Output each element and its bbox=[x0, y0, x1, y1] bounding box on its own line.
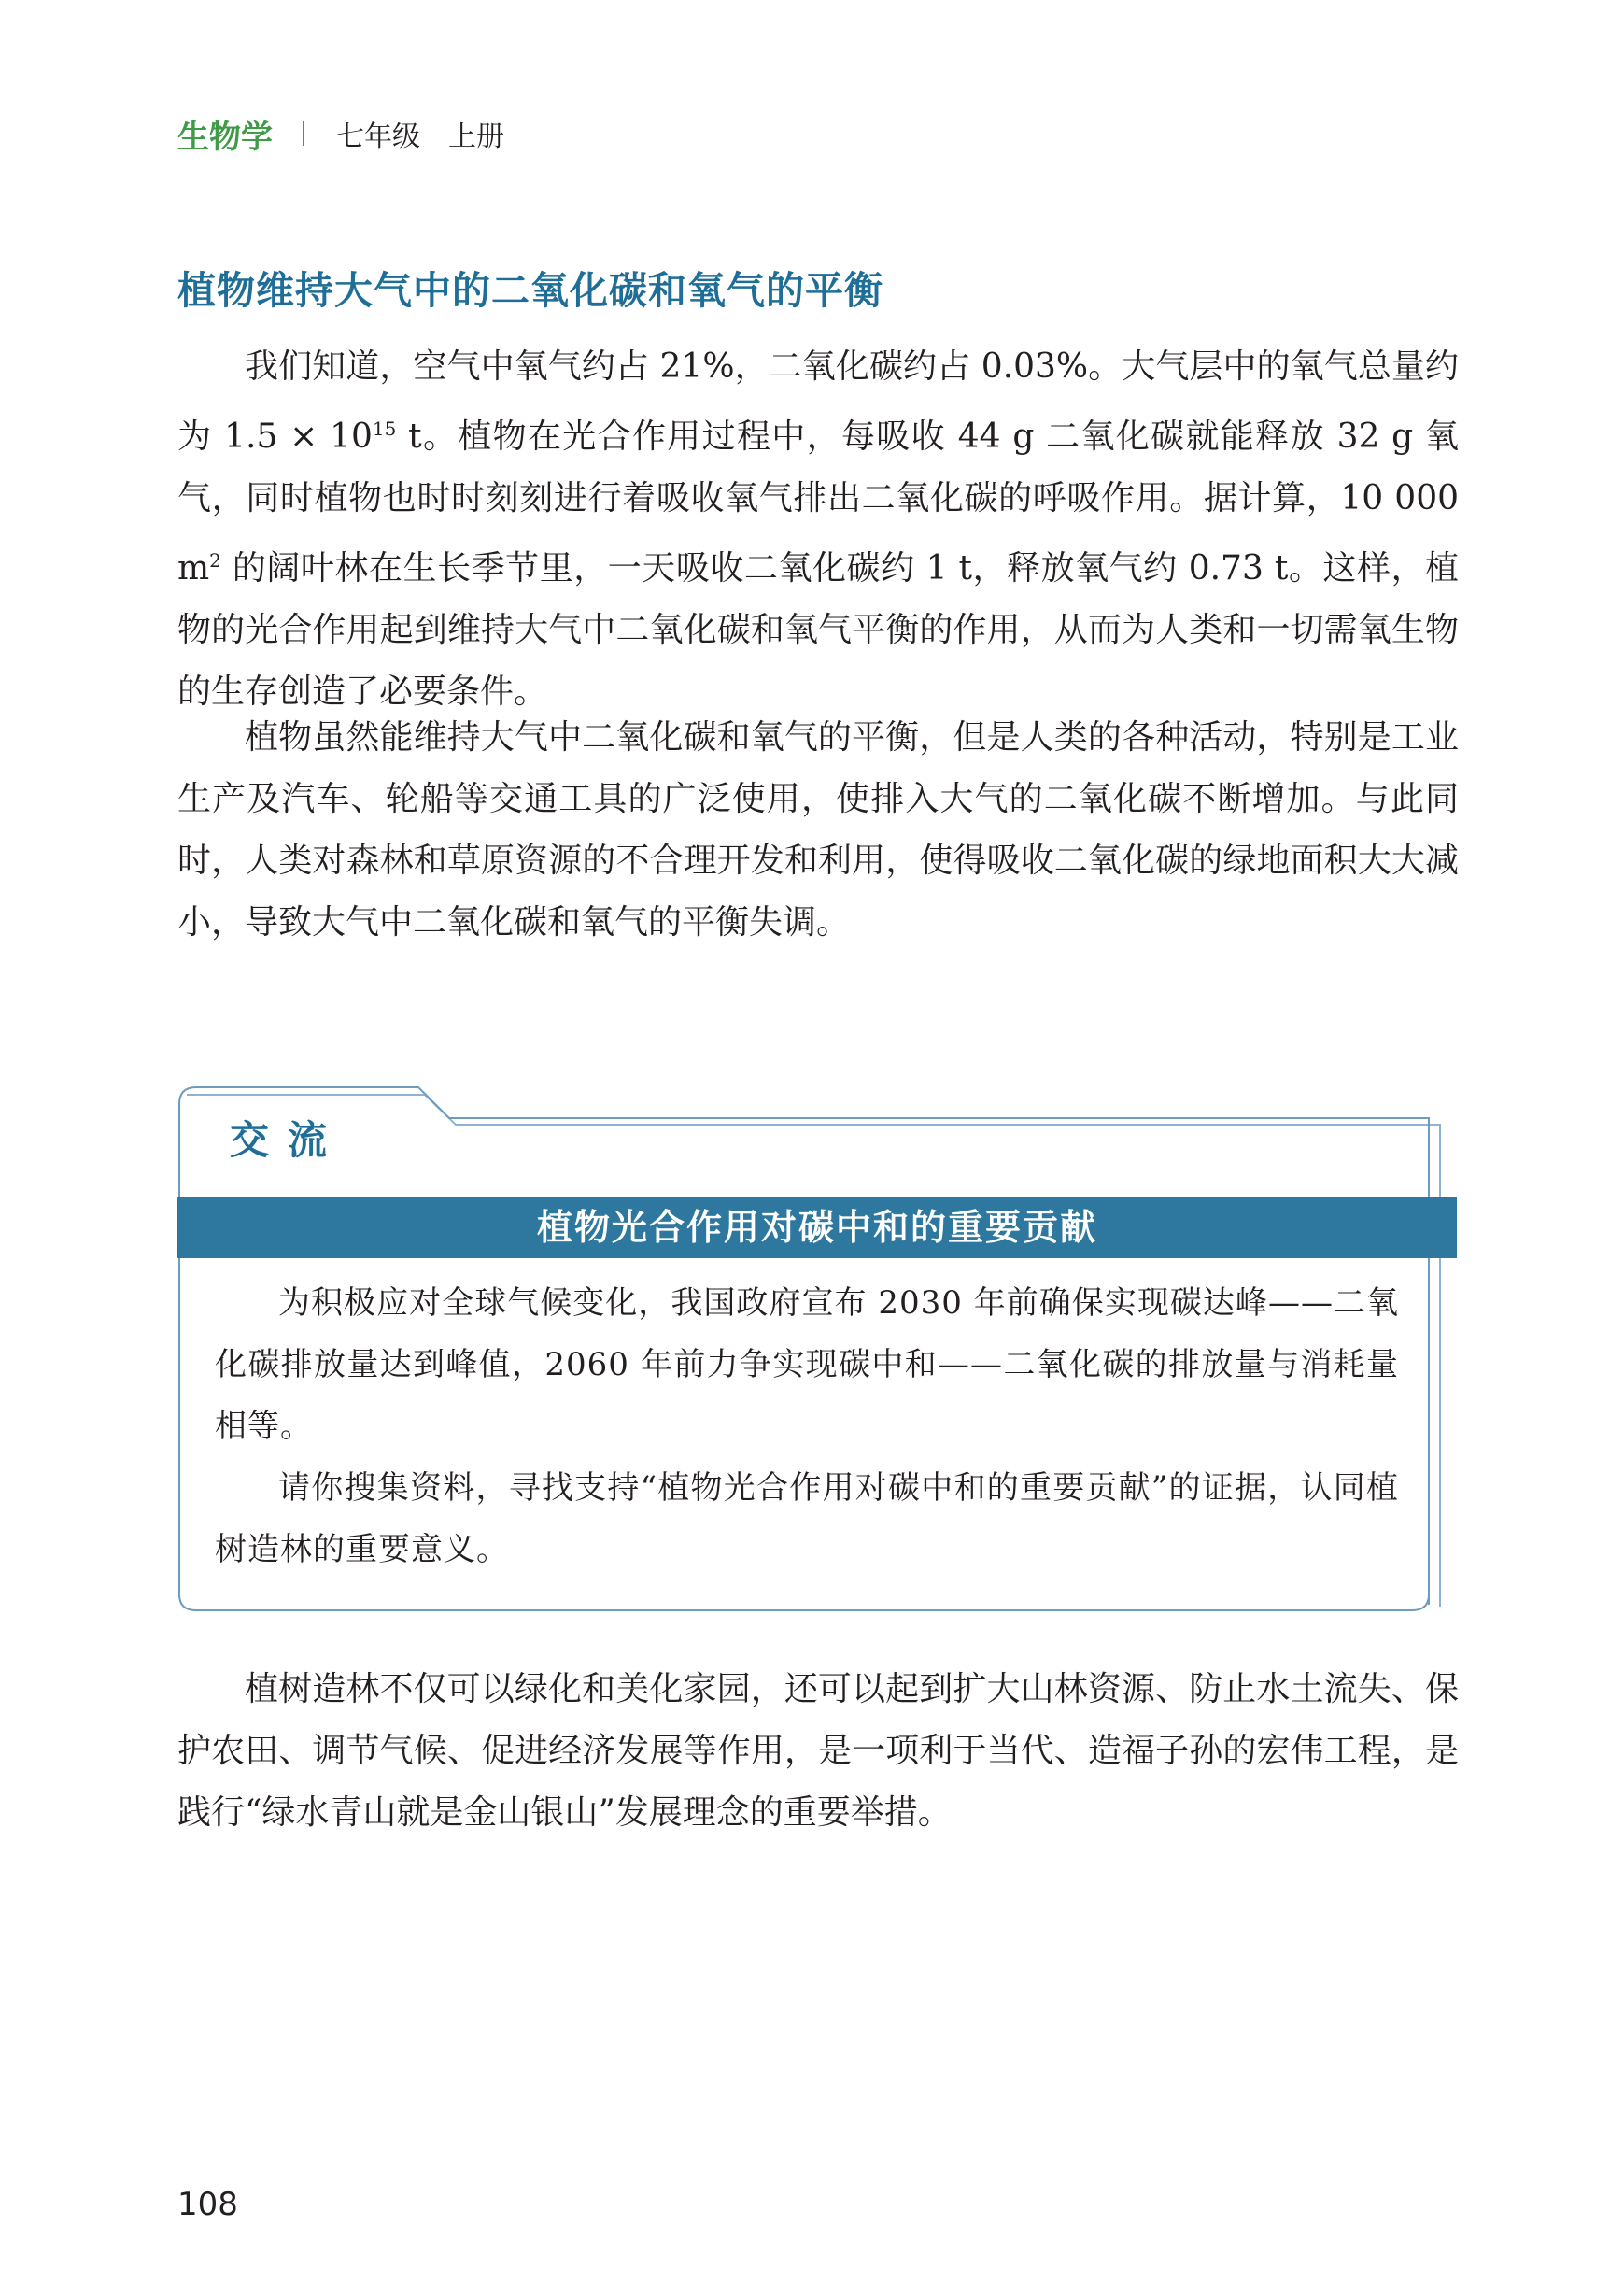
paragraph-human-impact: 植物虽然能维持大气中二氧化碳和氧气的平衡，但是人类的各种活动，特别是工业生产及汽车、轮船等交通工具的广泛使用，使排入大气的二氧化碳不断增加。与此同时，人类对森林和草原资源的不合理开发和利用，使得吸收二氧化碳的绿地面积大大减小，导致大气中二氧化碳和氧气的平衡失调。 bbox=[177, 718, 1459, 942]
page-number: 108 bbox=[177, 2186, 238, 2223]
discussion-body bbox=[215, 1272, 1399, 1580]
discussion-title: 植物光合作用对碳中和的重要贡献 bbox=[177, 1197, 1457, 1258]
subject-label: 生物学 bbox=[177, 118, 273, 156]
discussion-box bbox=[177, 1085, 1457, 1616]
paragraph-text: 我们知道，空气中氧气约占 21%，二氧化碳约占 0.03%。大气层中的氧气总量约为 1.5 × 10 bbox=[177, 347, 1459, 456]
exponent: 15 bbox=[372, 418, 397, 440]
paragraph-text: t。植物在光合作用过程中，每吸收 44 g 二氧化碳就能释放 32 g 氧气，同时植物也时时刻刻进行着吸收氧气排出二氧化碳的呼吸作用。据计算，10 000 m bbox=[177, 418, 1460, 588]
paragraph-oxygen-balance bbox=[177, 336, 1459, 723]
discussion-paragraph: 请你搜集资料，寻找支持“植物光合作用对碳中和的重要贡献”的证据，认同植树造林的重要意义。 bbox=[215, 1469, 1399, 1568]
discussion-label: 交流 bbox=[230, 1117, 346, 1163]
section-title: 植物维持大气中的二氧化碳和氧气的平衡 bbox=[177, 268, 883, 313]
header-divider bbox=[303, 121, 304, 146]
page-header bbox=[177, 110, 504, 157]
paragraph-text: 的阔叶林在生长季节里，一天吸收二氧化碳约 1 t，释放氧气约 0.73 t。这样，植物的光合作用起到维持大气中二氧化碳和氧气平衡的作用，从而为人类和一切需氧生物的生存创造了必要条件。 bbox=[177, 549, 1459, 711]
unit-superscript: 2 bbox=[209, 549, 221, 572]
grade-label: 七年级 上册 bbox=[336, 120, 504, 153]
paragraph-afforestation: 植树造林不仅可以绿化和美化家园，还可以起到扩大山林资源、防止水土流失、保护农田、调节气候、促进经济发展等作用，是一项利于当代、造福子孙的宏伟工程，是践行“绿水青山就是金山银山”发展理念的重要举措。 bbox=[177, 1670, 1459, 1832]
discussion-paragraph: 为积极应对全球气候变化，我国政府宣布 2030 年前确保实现碳达峰——二氧化碳排放量达到峰值，2060 年前力争实现碳中和——二氧化碳的排放量与消耗量相等。 bbox=[215, 1284, 1399, 1445]
